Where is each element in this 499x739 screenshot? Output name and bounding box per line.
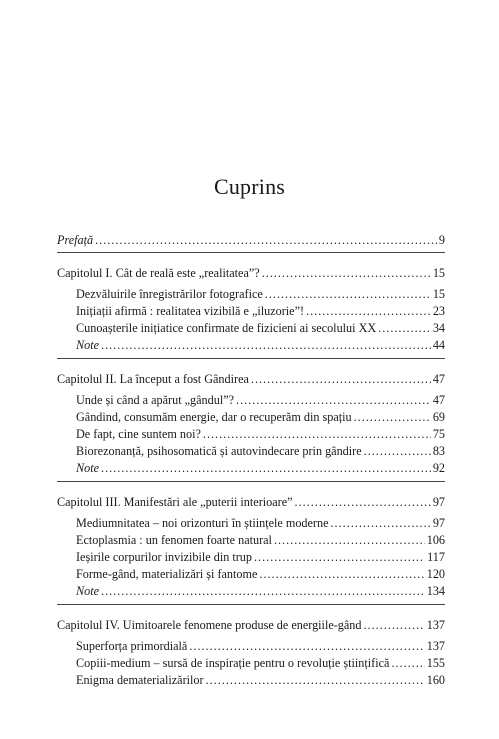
toc-entry-label: De fapt, cine suntem noi?	[76, 427, 201, 441]
toc-page-number: 83	[432, 444, 445, 458]
toc-entry-label: Note	[76, 584, 100, 598]
dot-leader	[274, 532, 425, 548]
toc-page-number: 97	[432, 495, 445, 509]
toc-entry-label: Biorezonanță, psihosomatică și autovindecare prin gândire	[76, 444, 362, 458]
dot-leader	[306, 303, 431, 319]
toc-page-number: 44	[432, 338, 445, 352]
dot-leader	[354, 409, 431, 425]
toc-page-number: 9	[438, 233, 445, 247]
divider	[57, 252, 445, 253]
toc-entry[interactable]	[76, 426, 445, 442]
toc-entry[interactable]	[76, 566, 445, 582]
toc-entry-label: Dezvăluirile înregistrărilor fotografice	[76, 287, 263, 301]
dot-leader	[262, 265, 431, 281]
toc-entry[interactable]	[76, 286, 445, 302]
dot-leader	[101, 460, 431, 476]
dot-leader	[203, 426, 431, 442]
toc-entry-label: Copiii-medium – sursă de inspirație pentru o revoluție științifică	[76, 656, 390, 670]
dot-leader	[251, 371, 431, 387]
toc-entry-label: Mediumnitatea – noi orizonturi în științele moderne	[76, 516, 329, 530]
toc-page-number: 47	[432, 372, 445, 386]
toc-entry-label: Forme-gând, materializări și fantome	[76, 567, 258, 581]
toc-chapter-2[interactable]	[57, 371, 445, 387]
toc-entry-label: Ieșirile corpurilor invizibile din trup	[76, 550, 252, 564]
toc-entry-label: Enigma dematerializărilor	[76, 673, 204, 687]
toc-page-number: 69	[432, 410, 445, 424]
toc-entry-notes[interactable]	[76, 583, 445, 599]
dot-leader	[265, 286, 431, 302]
toc-chapter-label: Capitolul III. Manifestări ale „puterii interioare”	[57, 495, 293, 509]
dot-leader	[364, 443, 431, 459]
toc-entry-preface[interactable]	[57, 232, 445, 248]
toc-entry-label: Note	[76, 338, 100, 352]
dot-leader	[259, 566, 424, 582]
divider	[57, 604, 445, 605]
dot-leader	[331, 515, 431, 531]
toc-entry-label: Cunoașterile inițiatice confirmate de fizicieni ai secolului XX	[76, 321, 377, 335]
toc-entry-label: Inițiații afirmă : realitatea vizibilă e „iluzorie”!	[76, 304, 305, 318]
toc-entry-notes[interactable]	[76, 460, 445, 476]
toc-chapter-1[interactable]	[57, 265, 445, 281]
toc-entry[interactable]	[76, 638, 445, 654]
toc-entry[interactable]	[76, 655, 445, 671]
dot-leader	[363, 617, 424, 633]
divider	[57, 481, 445, 482]
toc-page-number: 75	[432, 427, 445, 441]
toc-page-number: 15	[432, 287, 445, 301]
toc-entry[interactable]	[76, 392, 445, 408]
toc-page-number: 117	[427, 550, 445, 564]
toc-entry[interactable]	[76, 409, 445, 425]
dot-leader	[391, 655, 424, 671]
dot-leader	[189, 638, 424, 654]
dot-leader	[236, 392, 431, 408]
dot-leader	[378, 320, 431, 336]
toc-entry-label: Ectoplasmia : un fenomen foarte natural	[76, 533, 272, 547]
toc-entry[interactable]	[76, 443, 445, 459]
dot-leader	[95, 232, 437, 248]
toc-chapter-label: Capitolul I. Cât de reală este „realitatea”?	[57, 266, 260, 280]
dot-leader	[101, 583, 425, 599]
toc-page-number: 137	[426, 618, 445, 632]
toc-entry[interactable]	[76, 549, 445, 565]
toc-page-number: 120	[426, 567, 445, 581]
toc-entry[interactable]	[76, 532, 445, 548]
dot-leader	[295, 494, 431, 510]
toc-entry-label: Note	[76, 461, 100, 475]
toc-page-number: 15	[432, 266, 445, 280]
toc-entry-label: Gândind, consumăm energie, dar o recuperăm din spațiu	[76, 410, 352, 424]
toc-page-number: 23	[432, 304, 445, 318]
toc-page-number: 92	[432, 461, 445, 475]
toc-page-number: 134	[426, 584, 445, 598]
toc-chapter-label: Capitolul IV. Uimitoarele fenomene produse de energiile-gând	[57, 618, 362, 632]
dot-leader	[101, 337, 431, 353]
divider	[57, 358, 445, 359]
toc-chapter-label: Capitolul II. La început a fost Gândirea	[57, 372, 249, 386]
toc-page-number: 155	[426, 656, 445, 670]
toc-entry-label: Unde și când a apărut „gândul”?	[76, 393, 235, 407]
toc-entry[interactable]	[76, 320, 445, 336]
toc-page-number: 137	[426, 639, 445, 653]
toc-entry-label: Prefață	[57, 233, 94, 247]
toc-entry[interactable]	[76, 303, 445, 319]
dot-leader	[254, 549, 425, 565]
toc-entry-notes[interactable]	[76, 337, 445, 353]
toc-page-number: 47	[432, 393, 445, 407]
toc-entry-label: Superforța primordială	[76, 639, 188, 653]
toc-entry[interactable]	[76, 672, 445, 688]
toc-page-number: 97	[432, 516, 445, 530]
toc-entry[interactable]	[76, 515, 445, 531]
toc-page-number: 160	[426, 673, 445, 687]
toc-chapter-4[interactable]	[57, 617, 445, 633]
toc-page-number: 106	[426, 533, 445, 547]
page-title: Cuprins	[213, 174, 286, 199]
toc-chapter-3[interactable]	[57, 494, 445, 510]
dot-leader	[206, 672, 425, 688]
toc-page-number: 34	[432, 321, 445, 335]
